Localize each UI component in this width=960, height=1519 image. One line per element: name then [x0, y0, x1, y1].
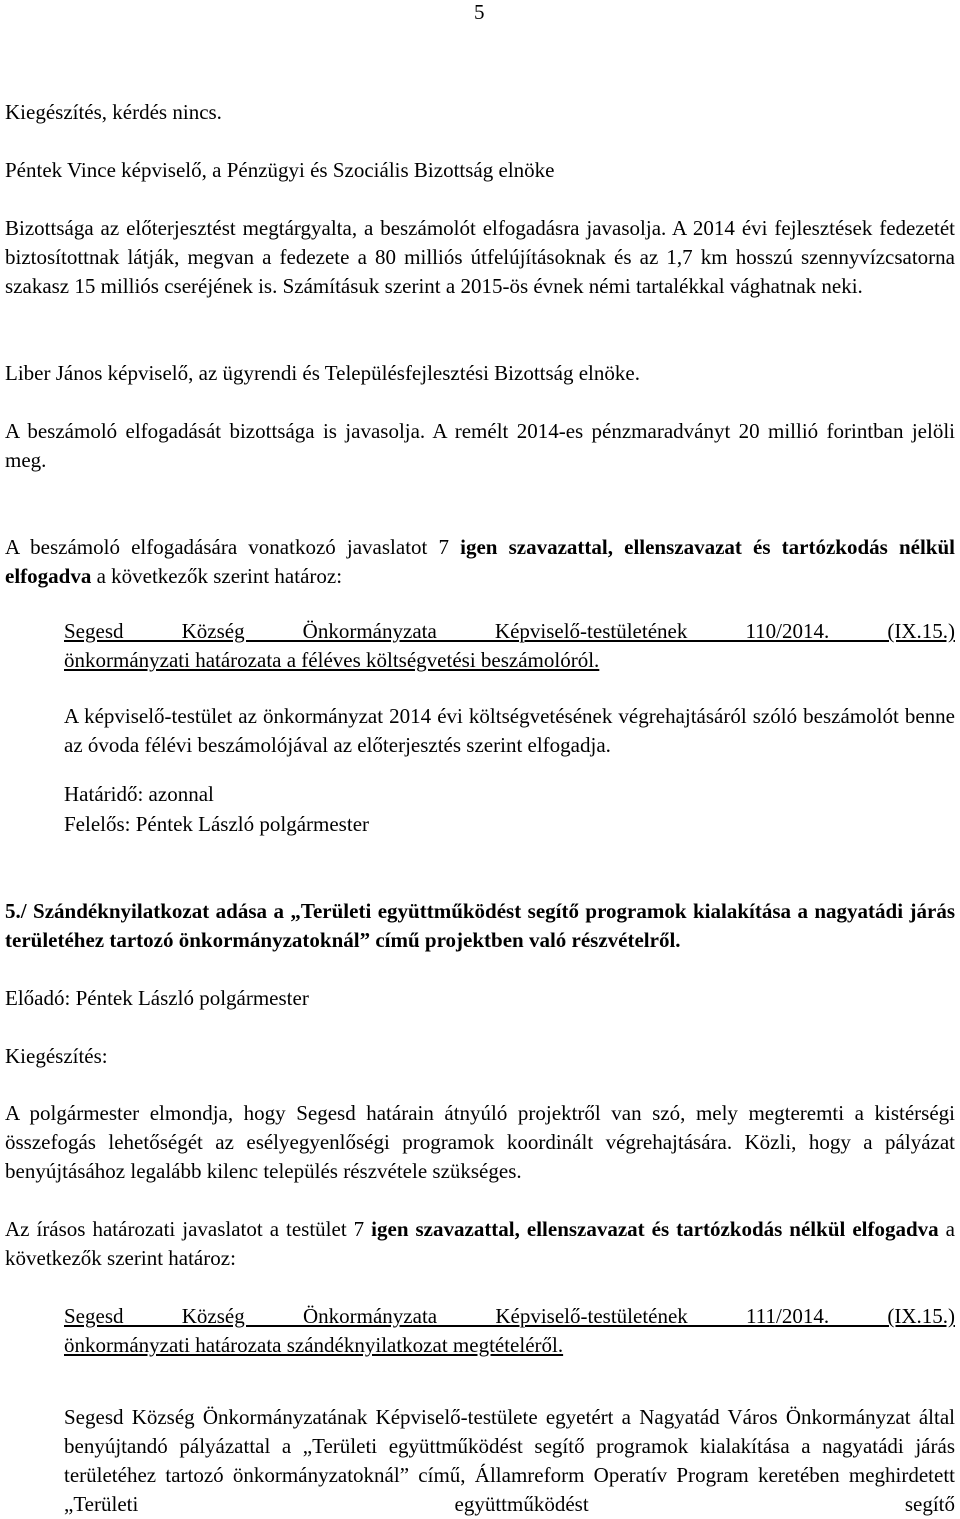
resolution-2-body: Segesd Község Önkormányzatának Képviselő-testülete egyetért a Nagyatád Város Önkormányzat által benyújtandó pályázattal a „Területi együttműködést segítő programok kialakítása a nagyatádi járás területéhez tartozó önkormányzatoknál” című, Államreform Operatív Program keretében meghirdetett „Területi együttműködést segítő — [64, 1405, 955, 1516]
vote-2-tail: a következők szerint határoz: — [5, 1217, 955, 1270]
agenda-item-5-presenter: Előadó: Péntek László polgármester — [5, 986, 309, 1010]
vote-1-tail: a következők szerint határoz: — [91, 564, 343, 588]
speaker-vince: Péntek Vince képviselő, a Pénzügyi és Szociális Bizottság elnöke — [5, 158, 555, 182]
agenda-item-5-supplement-label: Kiegészítés: — [5, 1044, 108, 1068]
agenda-item-5-body: A polgármester elmondja, hogy Segesd határain átnyúló projektről van szó, mely megteremti a kistérségi összefogás lehetőségét az esélyegyenlőségi programok koordinált végrehajtására. Közli, hogy a pályázat benyújtásához legalább kilenc település részvétele szükséges. — [5, 1101, 955, 1183]
no-supplement-text: Kiegészítés, kérdés nincs. — [5, 100, 222, 124]
resolution-2-title-line1: Segesd Község Önkormányzata Képviselő-testületének 111/2014. (IX.15.) — [64, 1304, 955, 1328]
resolution-1-title-line1: Segesd Község Önkormányzata Képviselő-testületének 110/2014. (IX.15.) — [64, 619, 955, 643]
speaker-janos: Liber János képviselő, az ügyrendi és Településfejlesztési Bizottság elnöke. — [5, 361, 640, 385]
resolution-1-body: A képviselő-testület az önkormányzat 2014 évi költségvetésének végrehajtásáról szóló beszámolót benne az óvoda félévi beszámolójával az előterjesztés szerint elfogadja. — [64, 704, 955, 757]
resolution-1-deadline: Határidő: azonnal — [64, 782, 214, 806]
resolution-1-title-line2: önkormányzati határozata a féléves költségvetési beszámolóról. — [64, 648, 600, 672]
vote-1-lead: A beszámoló elfogadására vonatkozó javaslatot 7 — [5, 535, 461, 559]
vote-2-result: igen szavazattal, ellenszavazat és tartózkodás nélkül elfogadva — [371, 1217, 939, 1241]
vote-paragraph-1 — [5, 533, 955, 591]
resolution-2-title-line2: önkormányzati határozata szándéknyilatkozat megtételéről. — [64, 1333, 564, 1357]
committee-support-paragraph: A beszámoló elfogadását bizottsága is javasolja. A remélt 2014-es pénzmaradványt 20 millió forintban jelöli meg. — [5, 419, 955, 472]
resolution-1-responsible: Felelős: Péntek László polgármester — [64, 812, 370, 836]
committee-report-paragraph: Bizottsága az előterjesztést megtárgyalta, a beszámolót elfogadásra javasolja. A 2014 évi fejlesztések fedezetét biztosítottnak látják, megvan a fedezete a 80 milliós útfelújításoknak és az 1,7 km hosszú szennyvízcsatorna szakasz 15 milliós cseréjének is. Számításuk szerint a 2015-ös évnek némi tartalékkal vághatnak neki. — [5, 216, 955, 298]
page-number: 5 — [474, 0, 485, 24]
vote-paragraph-2 — [5, 1215, 955, 1273]
vote-2-lead: Az írásos határozati javaslatot a testület 7 — [5, 1217, 372, 1241]
agenda-item-5-heading: 5./ Szándéknyilatkozat adása a „Területi együttműködést segítő programok kialakítása a nagyatádi járás területéhez tartozó önkormányzatoknál” című projektben való részvételről. — [5, 899, 955, 952]
vote-1-result: igen szavazattal, ellenszavazat és tartózkodás nélkül elfogadva — [5, 535, 955, 588]
